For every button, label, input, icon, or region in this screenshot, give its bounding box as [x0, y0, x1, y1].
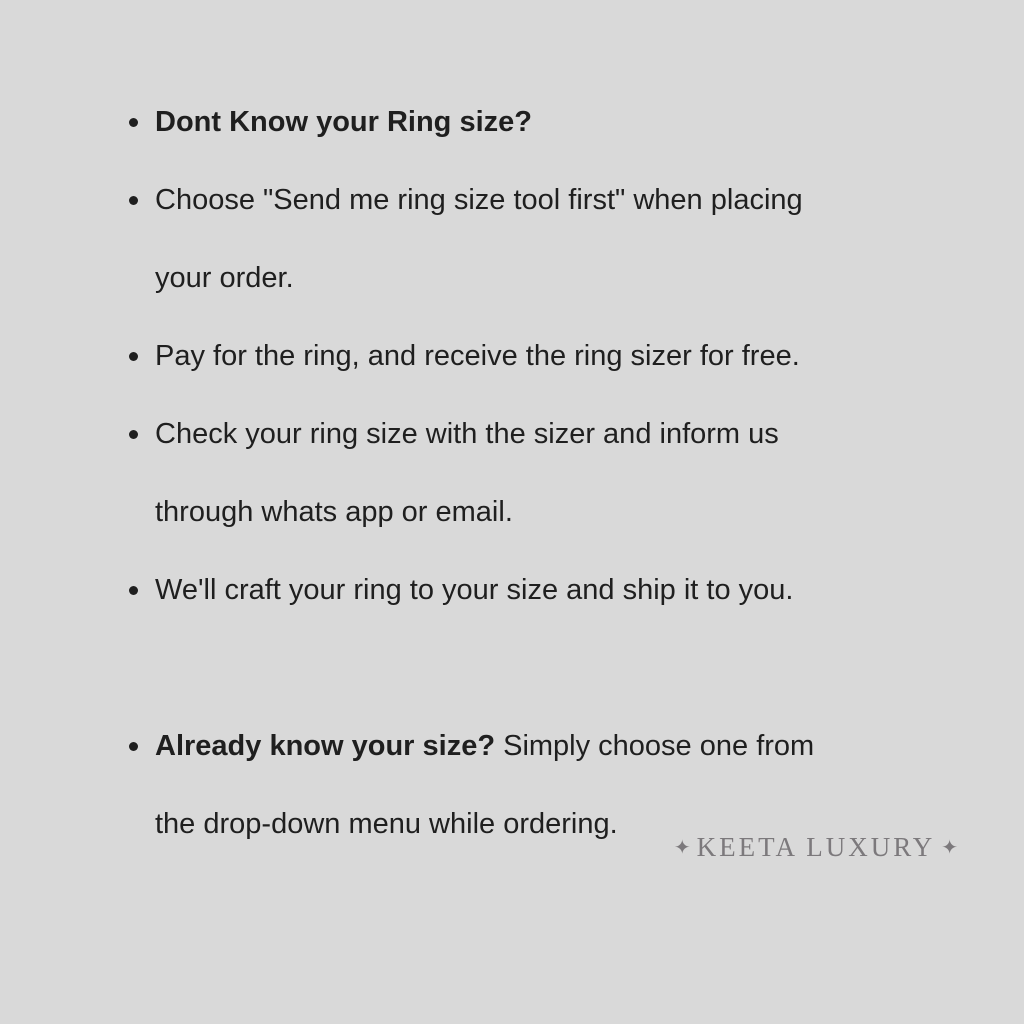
- bullet-text-line: Check your ring size with the sizer and inform us: [155, 418, 779, 450]
- bullet-text-line: [155, 707, 969, 785]
- list-item: [129, 551, 969, 629]
- bullet-dot-icon: [129, 430, 138, 439]
- bullet-dot-icon: [129, 118, 138, 127]
- bullet-text-after-bold: Simply choose one from: [495, 730, 815, 762]
- bullet-dot-icon: [129, 196, 138, 205]
- bullet-text-line: the drop-down menu while ordering.: [155, 808, 618, 840]
- bullet-text-line: your order.: [155, 262, 294, 294]
- list-item: [129, 395, 969, 551]
- bullet-text-line: Pay for the ring, and receive the ring sizer for free.: [155, 340, 800, 372]
- blank-line-spacer: [129, 629, 969, 707]
- bullet-dot-icon: [129, 352, 138, 361]
- diamond-icon: ✦: [941, 837, 958, 859]
- bullet-bold-lead: Already know your size?: [155, 730, 496, 762]
- diamond-icon: ✦: [673, 837, 691, 859]
- list-item: [129, 317, 969, 395]
- brand-watermark: [668, 832, 964, 863]
- list-item: [129, 83, 969, 161]
- bullet-dot-icon: [129, 742, 138, 751]
- bullet-text-line: through whats app or email.: [155, 496, 513, 528]
- list-item: [129, 161, 969, 317]
- bullet-heading: Dont Know your Ring size?: [155, 106, 532, 138]
- info-text-block: [129, 83, 969, 863]
- bullet-text-line: Choose "Send me ring size tool first" when placing: [155, 184, 803, 216]
- brand-name: KEETA LUXURY: [696, 832, 936, 862]
- bullet-dot-icon: [129, 586, 138, 595]
- bullet-text-line: We'll craft your ring to your size and ship it to you.: [155, 574, 794, 606]
